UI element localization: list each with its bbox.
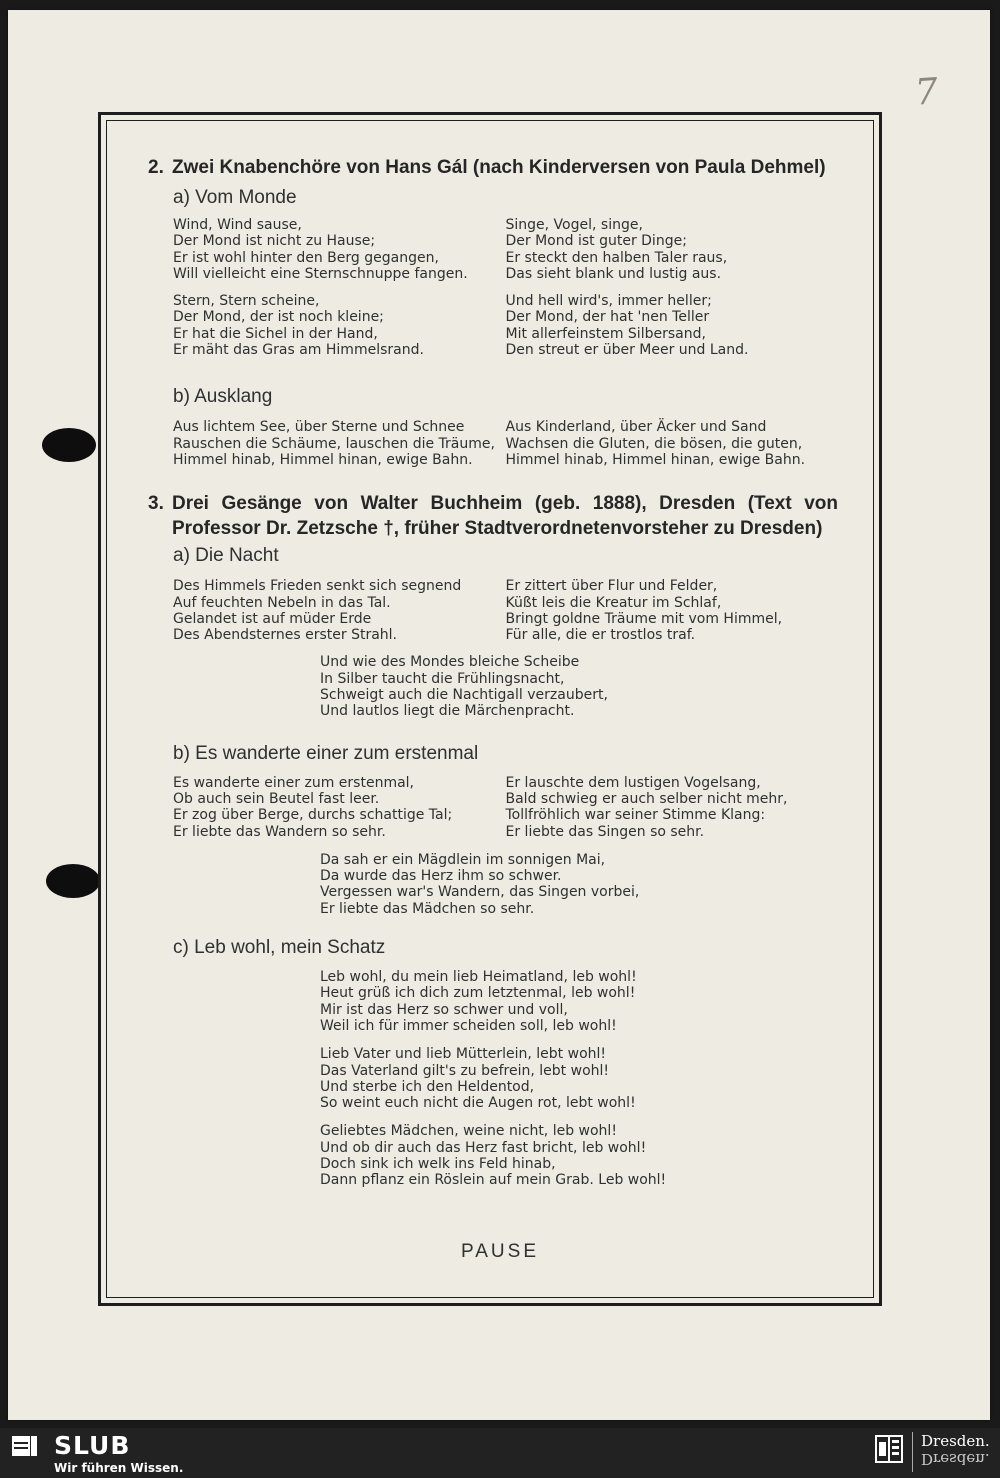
slub-logo-icon [12, 1434, 38, 1458]
poem-es-wanderte [173, 775, 838, 840]
poem-die-nacht [173, 578, 838, 643]
stanza: Wind, Wind sause, Der Mond ist nicht zu Hause; Er ist wohl hinter den Berg gegangen, Will vielleicht eine Sternschnuppe fangen. [173, 217, 468, 282]
slub-tagline: Wir führen Wissen. [54, 1461, 184, 1475]
stanza: Aus lichtem See, über Sterne und Schnee Rauschen die Schäume, lauschen die Träume, Himmel hinab, Himmel hinan, ewige Bahn. [173, 419, 495, 468]
subheading-leb-wohl: c) Leb wohl, mein Schatz [173, 937, 386, 959]
stanza: Aus Kinderland, über Äcker und Sand Wachsen die Gluten, die bösen, die guten, Himmel hinab, Himmel hinan, ewige Bahn. [505, 419, 806, 468]
subheading-vom-monde: a) Vom Monde [173, 187, 297, 208]
punch-hole [42, 428, 96, 462]
stanza: Und hell wird's, immer heller; Der Mond, der hat 'nen Teller Mit allerfeinstem Silbersand, Den streut er über Meer und Land. [505, 293, 749, 359]
punch-hole [46, 864, 100, 898]
program-content [148, 155, 838, 1189]
section-3-title: Drei Gesänge von Walter Buchheim (geb. 1888), Dresden (Text von Professor Dr. Zetzsche †, früher Stadtverordnetenvorsteher zu Dresden) [172, 493, 838, 540]
dresden-brand-reflection: Dresden. [921, 1450, 990, 1468]
section-3-heading: 3. Drei Gesänge von Walter Buchheim (geb. 1888), Dresden (Text von Professor Dr. Zetzsche †, früher Stadtverordnetenvorsteher zu Dresden) [148, 493, 838, 540]
footer-bar [0, 1428, 1000, 1478]
stanza-centered: Lieb Vater und lieb Mütterlein, lebt wohl! Das Vaterland gilt's zu befrein, lebt wohl! Und sterbe ich den Heldentod, So weint euch nicht die Augen rot, lebt wohl! [320, 1046, 636, 1112]
dresden-brand[interactable]: Dresden. [921, 1432, 990, 1450]
stanza: Er zittert über Flur und Felder, Küßt leis die Kreatur im Schlaf, Bringt goldne Träume mit vom Himmel, Für alle, die er trostlos traf. [505, 578, 783, 644]
stanza-centered: Da sah er ein Mägdlein im sonnigen Mai, Da wurde das Herz ihm so schwer. Vergessen war's Wandern, das Singen vorbei, Er liebte das Mädchen so sehr. [320, 851, 640, 917]
poem-ausklang [173, 419, 838, 468]
section-2-heading: 2. Zwei Knabenchöre von Hans Gál (nach Kinderversen von Paula Dehmel) [148, 155, 838, 180]
stanza: Singe, Vogel, singe, Der Mond ist guter Dinge; Er steckt den halben Taler raus, Das sieht blank und lustig aus. [505, 217, 728, 282]
stanza: Es wanderte einer zum erstenmal, Ob auch sein Beutel fast leer. Er zog über Berge, durchs schattige Tal; Er liebte das Wandern so sehr. [173, 774, 453, 840]
footer-divider [912, 1432, 913, 1472]
poem-vom-monde [173, 217, 838, 358]
subheading-es-wanderte: b) Es wanderte einer zum erstenmal [173, 742, 479, 764]
stanza-centered: Und wie des Mondes bleiche Scheibe In Silber taucht die Frühlingsnacht, Schweigt auch die Nachtigall verzaubert, Und lautlos liegt die Märchenpracht. [320, 654, 608, 720]
dresden-crest-icon [874, 1434, 904, 1464]
stanza: Des Himmels Frieden senkt sich segnend Auf feuchten Nebeln in das Tal. Gelandet ist auf müder Erde Des Abendsternes erster Strahl. [173, 578, 462, 644]
stanza: Er lauschte dem lustigen Vogelsang, Bald schwieg er auch selber nicht mehr, Tollfröhlich war seiner Stimme Klang: Er liebte das Singen so sehr. [505, 774, 788, 840]
stanza: Stern, Stern scheine, Der Mond, der ist noch kleine; Er hat die Sichel in der Hand, Er mäht das Gras am Himmelsrand. [173, 293, 424, 359]
pause-label: PAUSE [460, 1241, 539, 1262]
section-2-title: Zwei Knabenchöre von Hans Gál (nach Kinderversen von Paula Dehmel) [172, 157, 826, 178]
stanza-centered: Leb wohl, du mein lieb Heimatland, leb wohl! Heut grüß ich dich zum letztenmal, leb wohl! Mir ist das Herz so schwer und voll, Weil ich für immer scheiden soll, leb wohl! [320, 969, 637, 1034]
page-number: 7 [913, 71, 940, 114]
subheading-die-nacht: a) Die Nacht [173, 545, 279, 567]
subheading-ausklang: b) Ausklang [173, 386, 273, 408]
slub-brand[interactable]: SLUB [54, 1431, 131, 1460]
stanza-centered: Geliebtes Mädchen, weine nicht, leb wohl! Und ob dir auch das Herz fast bricht, leb wohl! Doch sink ich welk ins Feld hinab, Dann pflanz ein Röslein auf mein Grab. Leb wohl! [320, 1123, 667, 1189]
